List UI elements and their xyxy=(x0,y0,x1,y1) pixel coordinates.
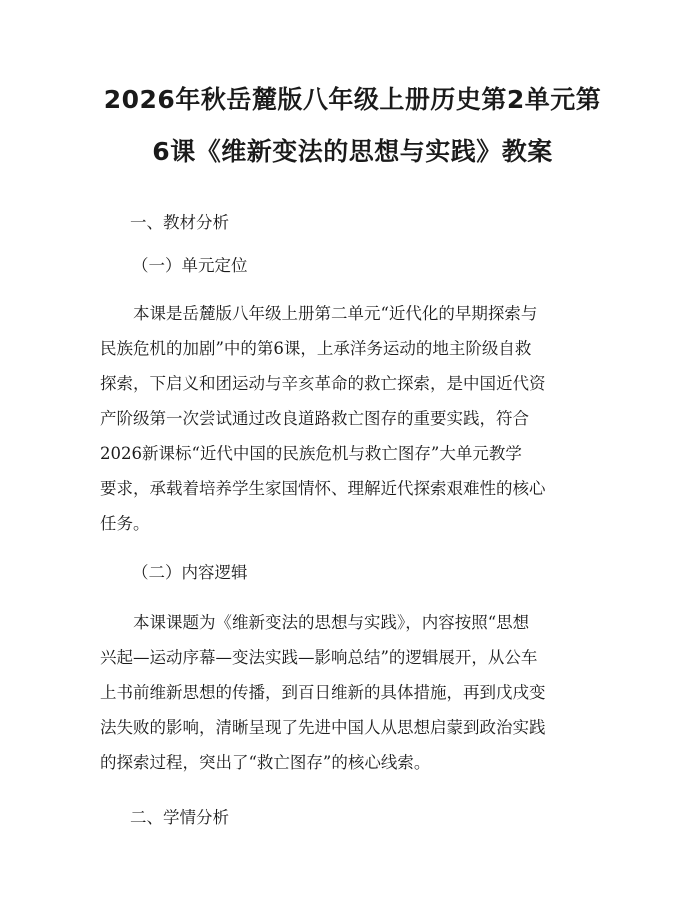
paragraph-content-logic xyxy=(100,605,605,780)
paragraph-line: 本课是岳麓版八年级上册第二单元“近代化的早期探索与 xyxy=(133,304,538,323)
subheading-unit-positioning: （一）单元定位 xyxy=(132,256,248,275)
paragraph-line: 法失败的影响，清晰呈现了先进中国人从思想启蒙到政治实践 xyxy=(100,718,546,737)
paragraph-line: 产阶级第一次尝试通过改良道路救亡图存的重要实践，符合 xyxy=(100,409,529,428)
paragraph-line: 要求，承载着培养学生家国情怀、理解近代探索艰难性的核心 xyxy=(100,479,546,498)
title-line-1: 2026年秋岳麓版八年级上册历史第2单元第 xyxy=(103,85,602,114)
paragraph-line: 民族危机的加剧”中的第6课，上承洋务运动的地主阶级自救 xyxy=(100,339,532,358)
paragraph-line: 上书前维新思想的传播，到百日维新的具体措施，再到戊戌变 xyxy=(100,683,546,702)
section-heading-learner-analysis: 二、学情分析 xyxy=(130,808,229,827)
subheading-content-logic: （二）内容逻辑 xyxy=(132,563,248,582)
section-heading-textbook-analysis: 一、教材分析 xyxy=(130,213,229,232)
paragraph-line: 本课课题为《维新变法的思想与实践》，内容按照“思想 xyxy=(133,613,530,632)
paragraph-line: 探索，下启义和团运动与辛亥革命的救亡探索，是中国近代资 xyxy=(100,374,546,393)
title-line-2: 6课《维新变法的思想与实践》教案 xyxy=(152,137,553,166)
paragraph-line: 兴起—运动序幕—变法实践—影响总结”的逻辑展开，从公车 xyxy=(100,648,538,667)
paragraph-line: 任务。 xyxy=(100,514,150,533)
paragraph-unit-positioning xyxy=(100,296,605,541)
document-title xyxy=(100,74,605,178)
paragraph-line: 的探索过程，突出了“救亡图存”的核心线索。 xyxy=(100,753,431,772)
paragraph-line: 2026新课标“近代中国的民族危机与救亡图存”大单元教学 xyxy=(100,444,522,463)
